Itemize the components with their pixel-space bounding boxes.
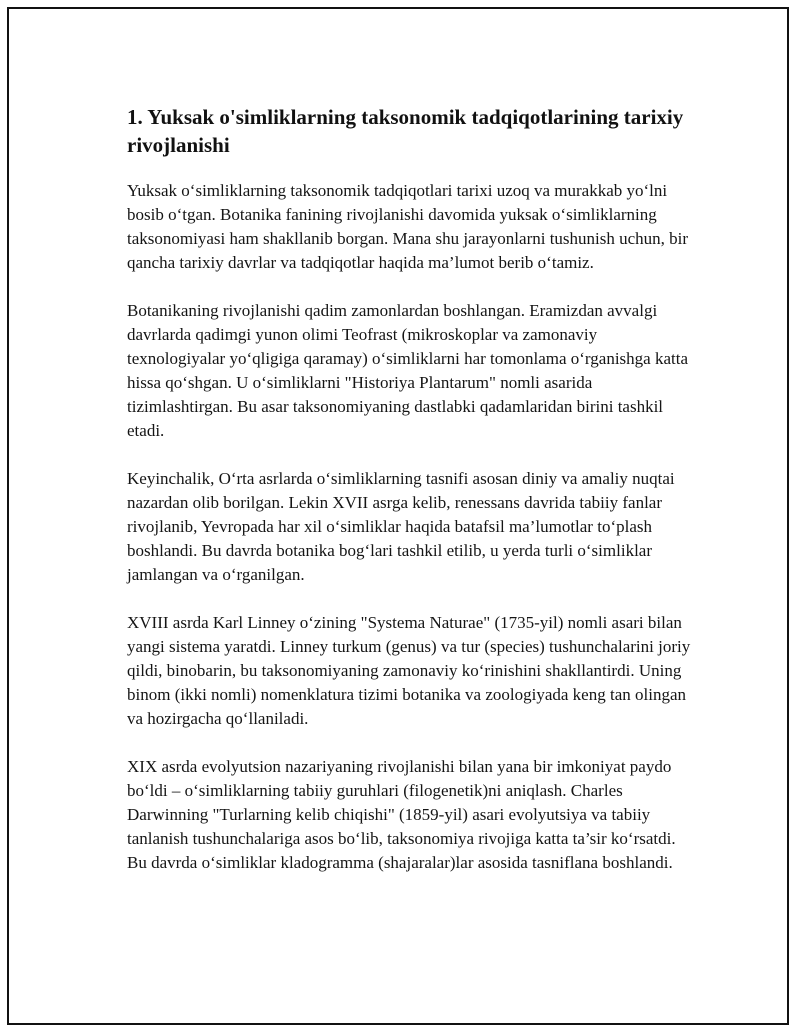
document-body [127, 103, 697, 899]
document-title: 1. Yuksak o'simliklarning taksonomik tadqiqotlarining tarixiy rivojlanishi [127, 105, 684, 157]
page-frame [7, 7, 789, 1025]
paragraph-ancient-botany: Botanikaning rivojlanishi qadim zamonlardan boshlangan. Eramizdan avvalgi davrlarda qadimgi yunon olimi Teofrast (mikroskoplar va zamonaviy texnologiyalar yo‘qligiga qaramay) o‘simliklarni har tomonlama o‘rganishga katta hissa qo‘shgan. U o‘simliklarni "Historiya Plantarum" nomli asarida tizimlashtirgan. Bu asar taksonomiyaning dastlabki qadamlaridan birini tashkil etadi. [127, 301, 688, 440]
paragraph-linnaeus: XVIII asrda Karl Linney o‘zining "Systema Naturae" (1735-yil) nomli asari bilan yangi sistema yaratdi. Linney turkum (genus) va tur (species) tushunchalarini joriy qildi, binobarin, bu taksonomiyaning zamonaviy ko‘rinishini shakllantirdi. Uning binom (ikki nomli) nomenklatura tizimi botanika va zoologiyada keng tan olingan va hozirgacha qo‘llaniladi. [127, 613, 691, 728]
paragraph-middle-ages: Keyinchalik, O‘rta asrlarda o‘simliklarning tasnifi asosan diniy va amaliy nuqtai nazardan olib borilgan. Lekin XVII asrga kelib, renessans davrida tabiiy fanlar rivojlanib, Yevropada har xil o‘simliklar haqida batafsil ma’lumotlar to‘plash boshlandi. Bu davrda botanika bog‘lari tashkil etilib, u yerda turli o‘simliklar jamlangan va o‘rganilgan. [127, 469, 675, 584]
paragraph-intro: Yuksak o‘simliklarning taksonomik tadqiqotlari tarixi uzoq va murakkab yo‘lni bosib o‘tgan. Botanika fanining rivojlanishi davomida yuksak o‘simliklarning taksonomiyasi ham shakllanib borgan. Mana shu jarayonlarni tushunish uchun, bir qancha tarixiy davrlar va tadqiqotlar haqida ma’lumot berib o‘tamiz. [127, 181, 689, 272]
paragraph-darwin: XIX asrda evolyutsion nazariyaning rivojlanishi bilan yana bir imkoniyat paydo bo‘ldi – o‘simliklarning tabiiy guruhlari (filogenetik)ni aniqlash. Charles Darwinning "Turlarning kelib chiqishi" (1859-yil) asari evolyutsiya va tabiiy tanlanish tushunchalariga asos bo‘lib, taksonomiya rivojiga katta ta’sir ko‘rsatdi. Bu davrda o‘simliklar kladogramma (shajaralar)lar asosida tasniflana boshlandi. [127, 757, 676, 872]
